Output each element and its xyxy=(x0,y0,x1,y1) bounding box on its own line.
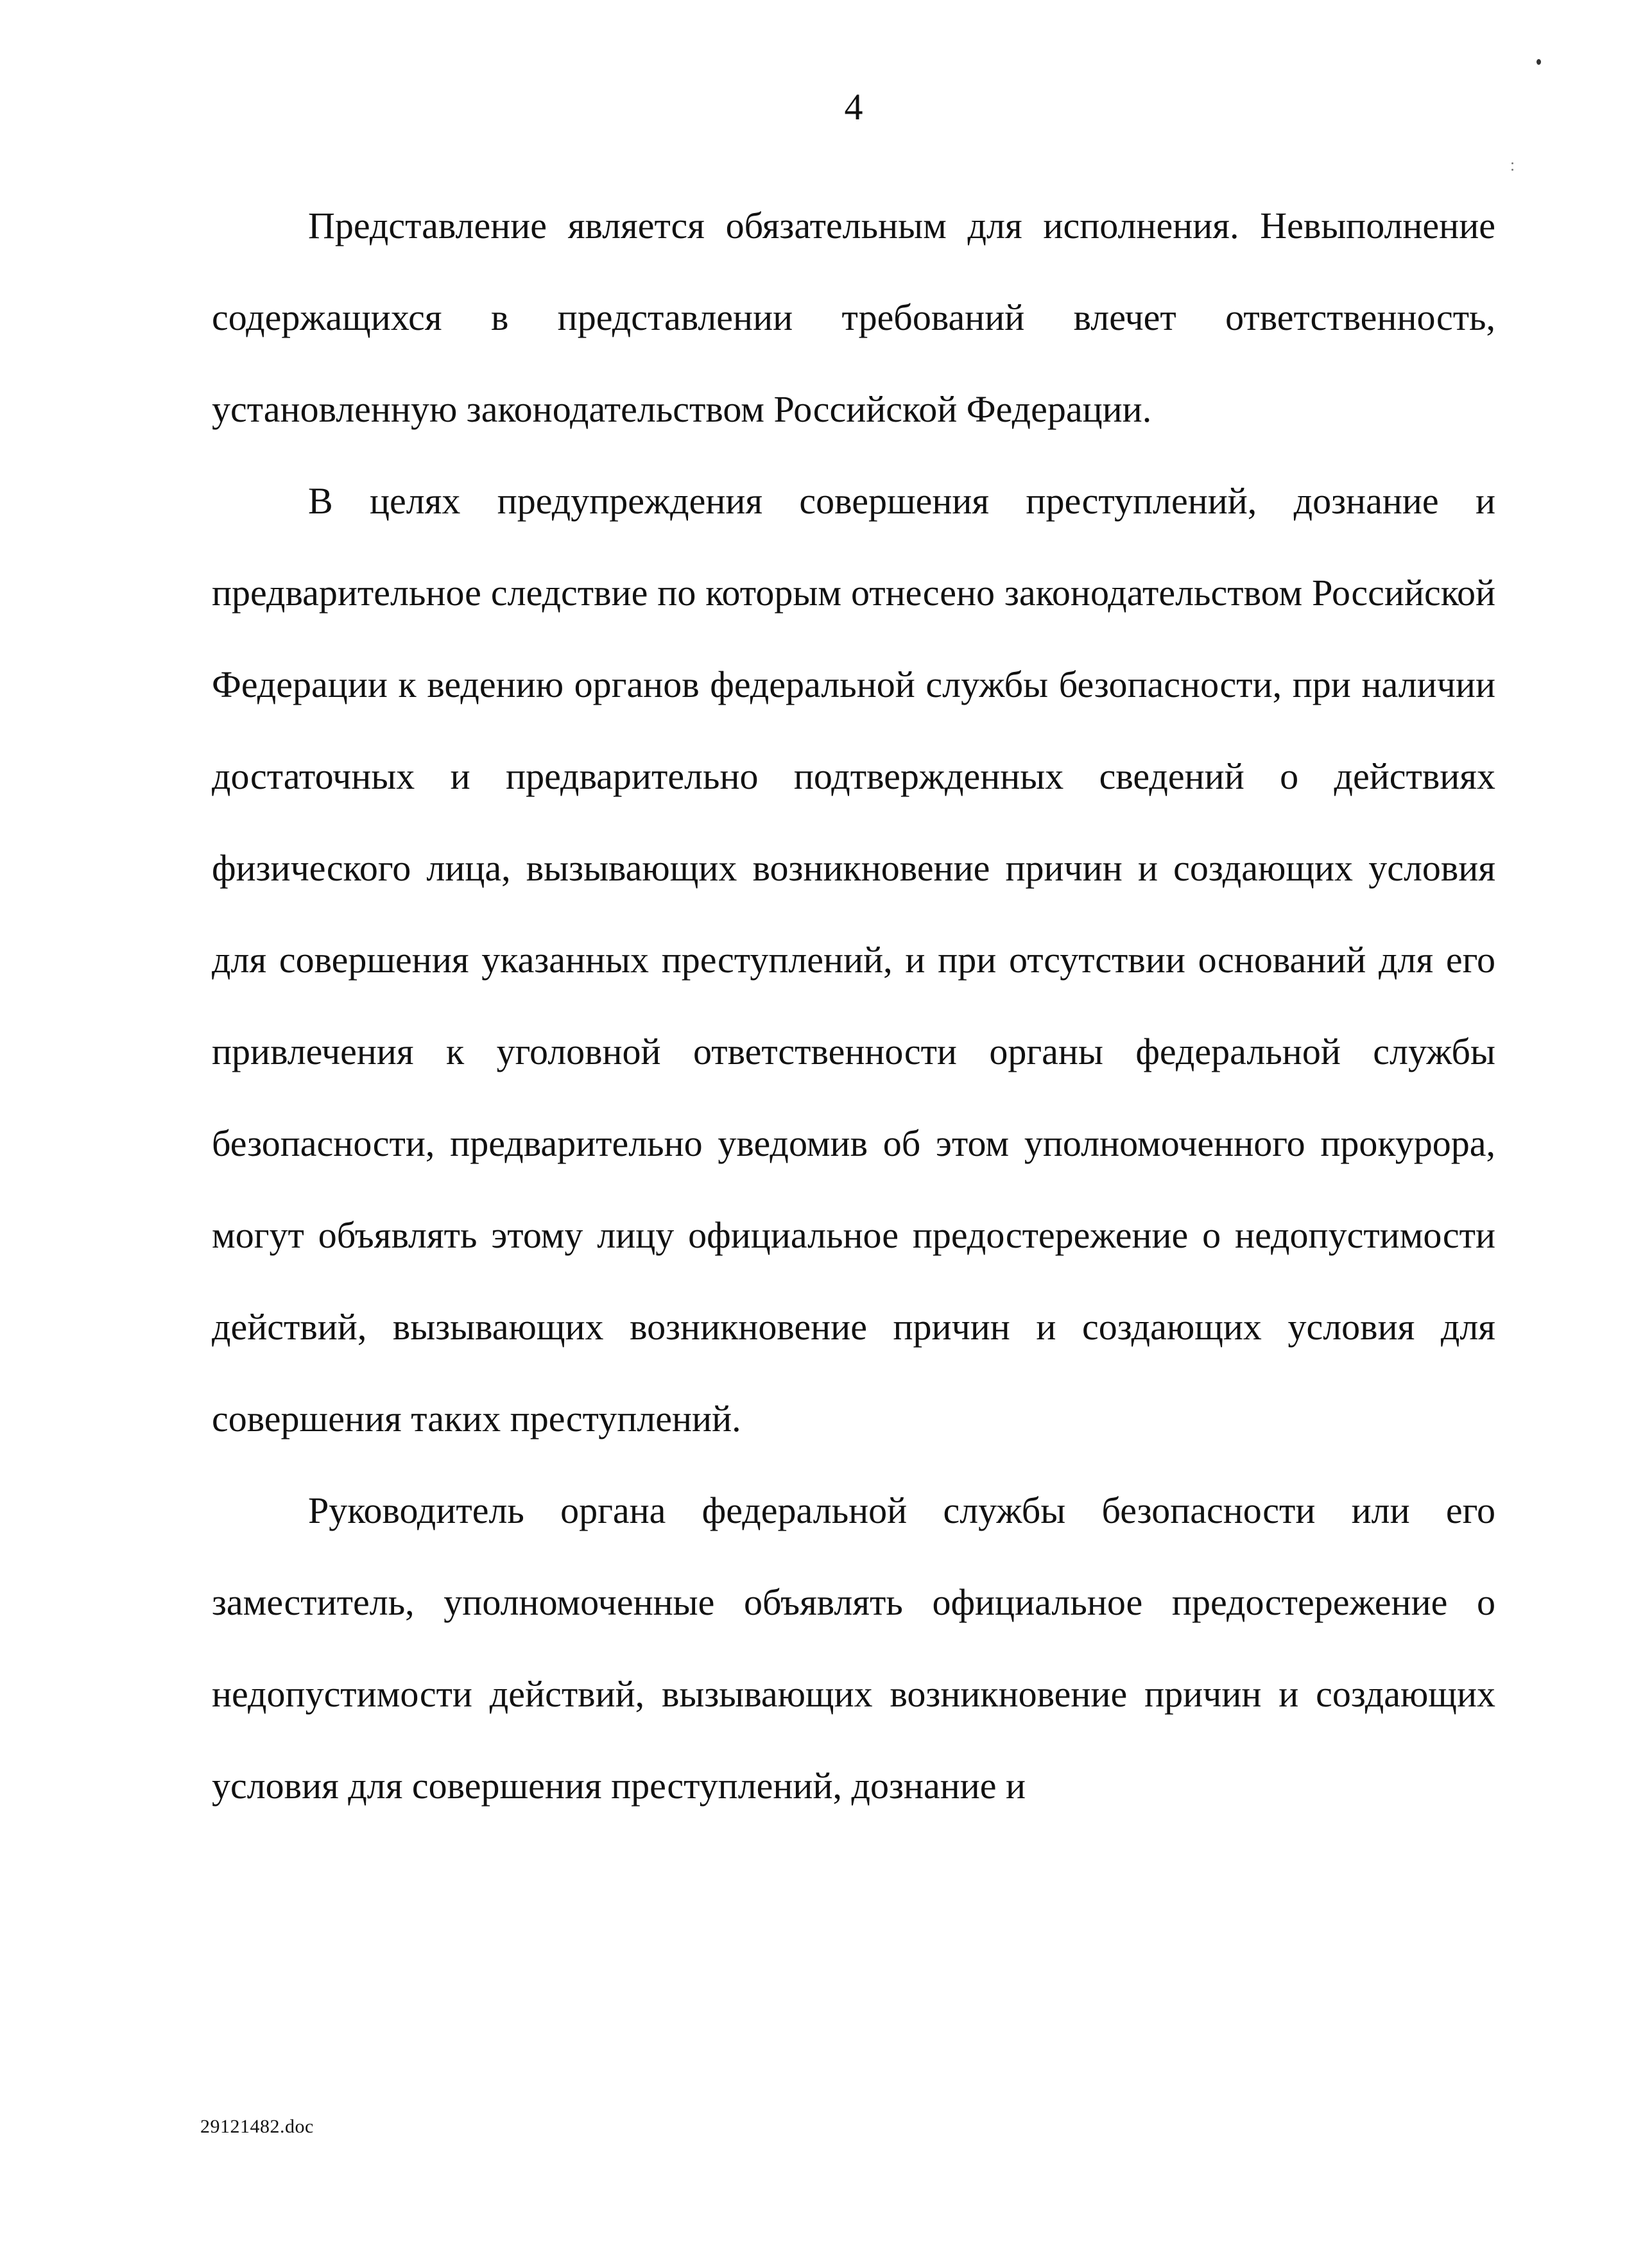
paragraph-2: В целях предупреждения совершения преступлений, дознание и предварительное следствие по которым отнесено законодательством Российской Федерации к ведению органов федеральной службы безопасности, при наличии достаточных и предварительно подтвержденных сведений о действиях физического лица, вызывающих возникновение причин и создающих условия для совершения указанных преступлений, и при отсутствии оснований для его привлечения к уголовной ответственности органы федеральной службы безопасности, предварительно уведомив об этом уполномоченного прокурора, могут объявлять этому лицу официальное предостережение о недопустимости действий, вызывающих возникновение причин и создающих условия для совершения таких преступлений. xyxy=(212,480,1495,1439)
paragraph-1: Представление является обязательным для исполнения. Невыполнение содержащихся в представлении требований влечет ответственность, установленную законодательством Российской Федерации. xyxy=(212,205,1495,430)
document-body xyxy=(212,180,1495,1832)
page-number: 4 xyxy=(844,86,863,128)
scan-dot-mark xyxy=(1511,169,1513,171)
scan-dot-mark xyxy=(1511,162,1513,164)
scan-dot-mark xyxy=(1537,59,1541,65)
document-file-code: 29121482.doc xyxy=(200,2116,314,2137)
paragraph-3: Руководитель органа федеральной службы безопасности или его заместитель, уполномоченные объявлять официальное предостережение о недопустимости действий, вызывающих возникновение причин и создающих условия для совершения преступлений, дознание и xyxy=(212,1490,1495,1807)
